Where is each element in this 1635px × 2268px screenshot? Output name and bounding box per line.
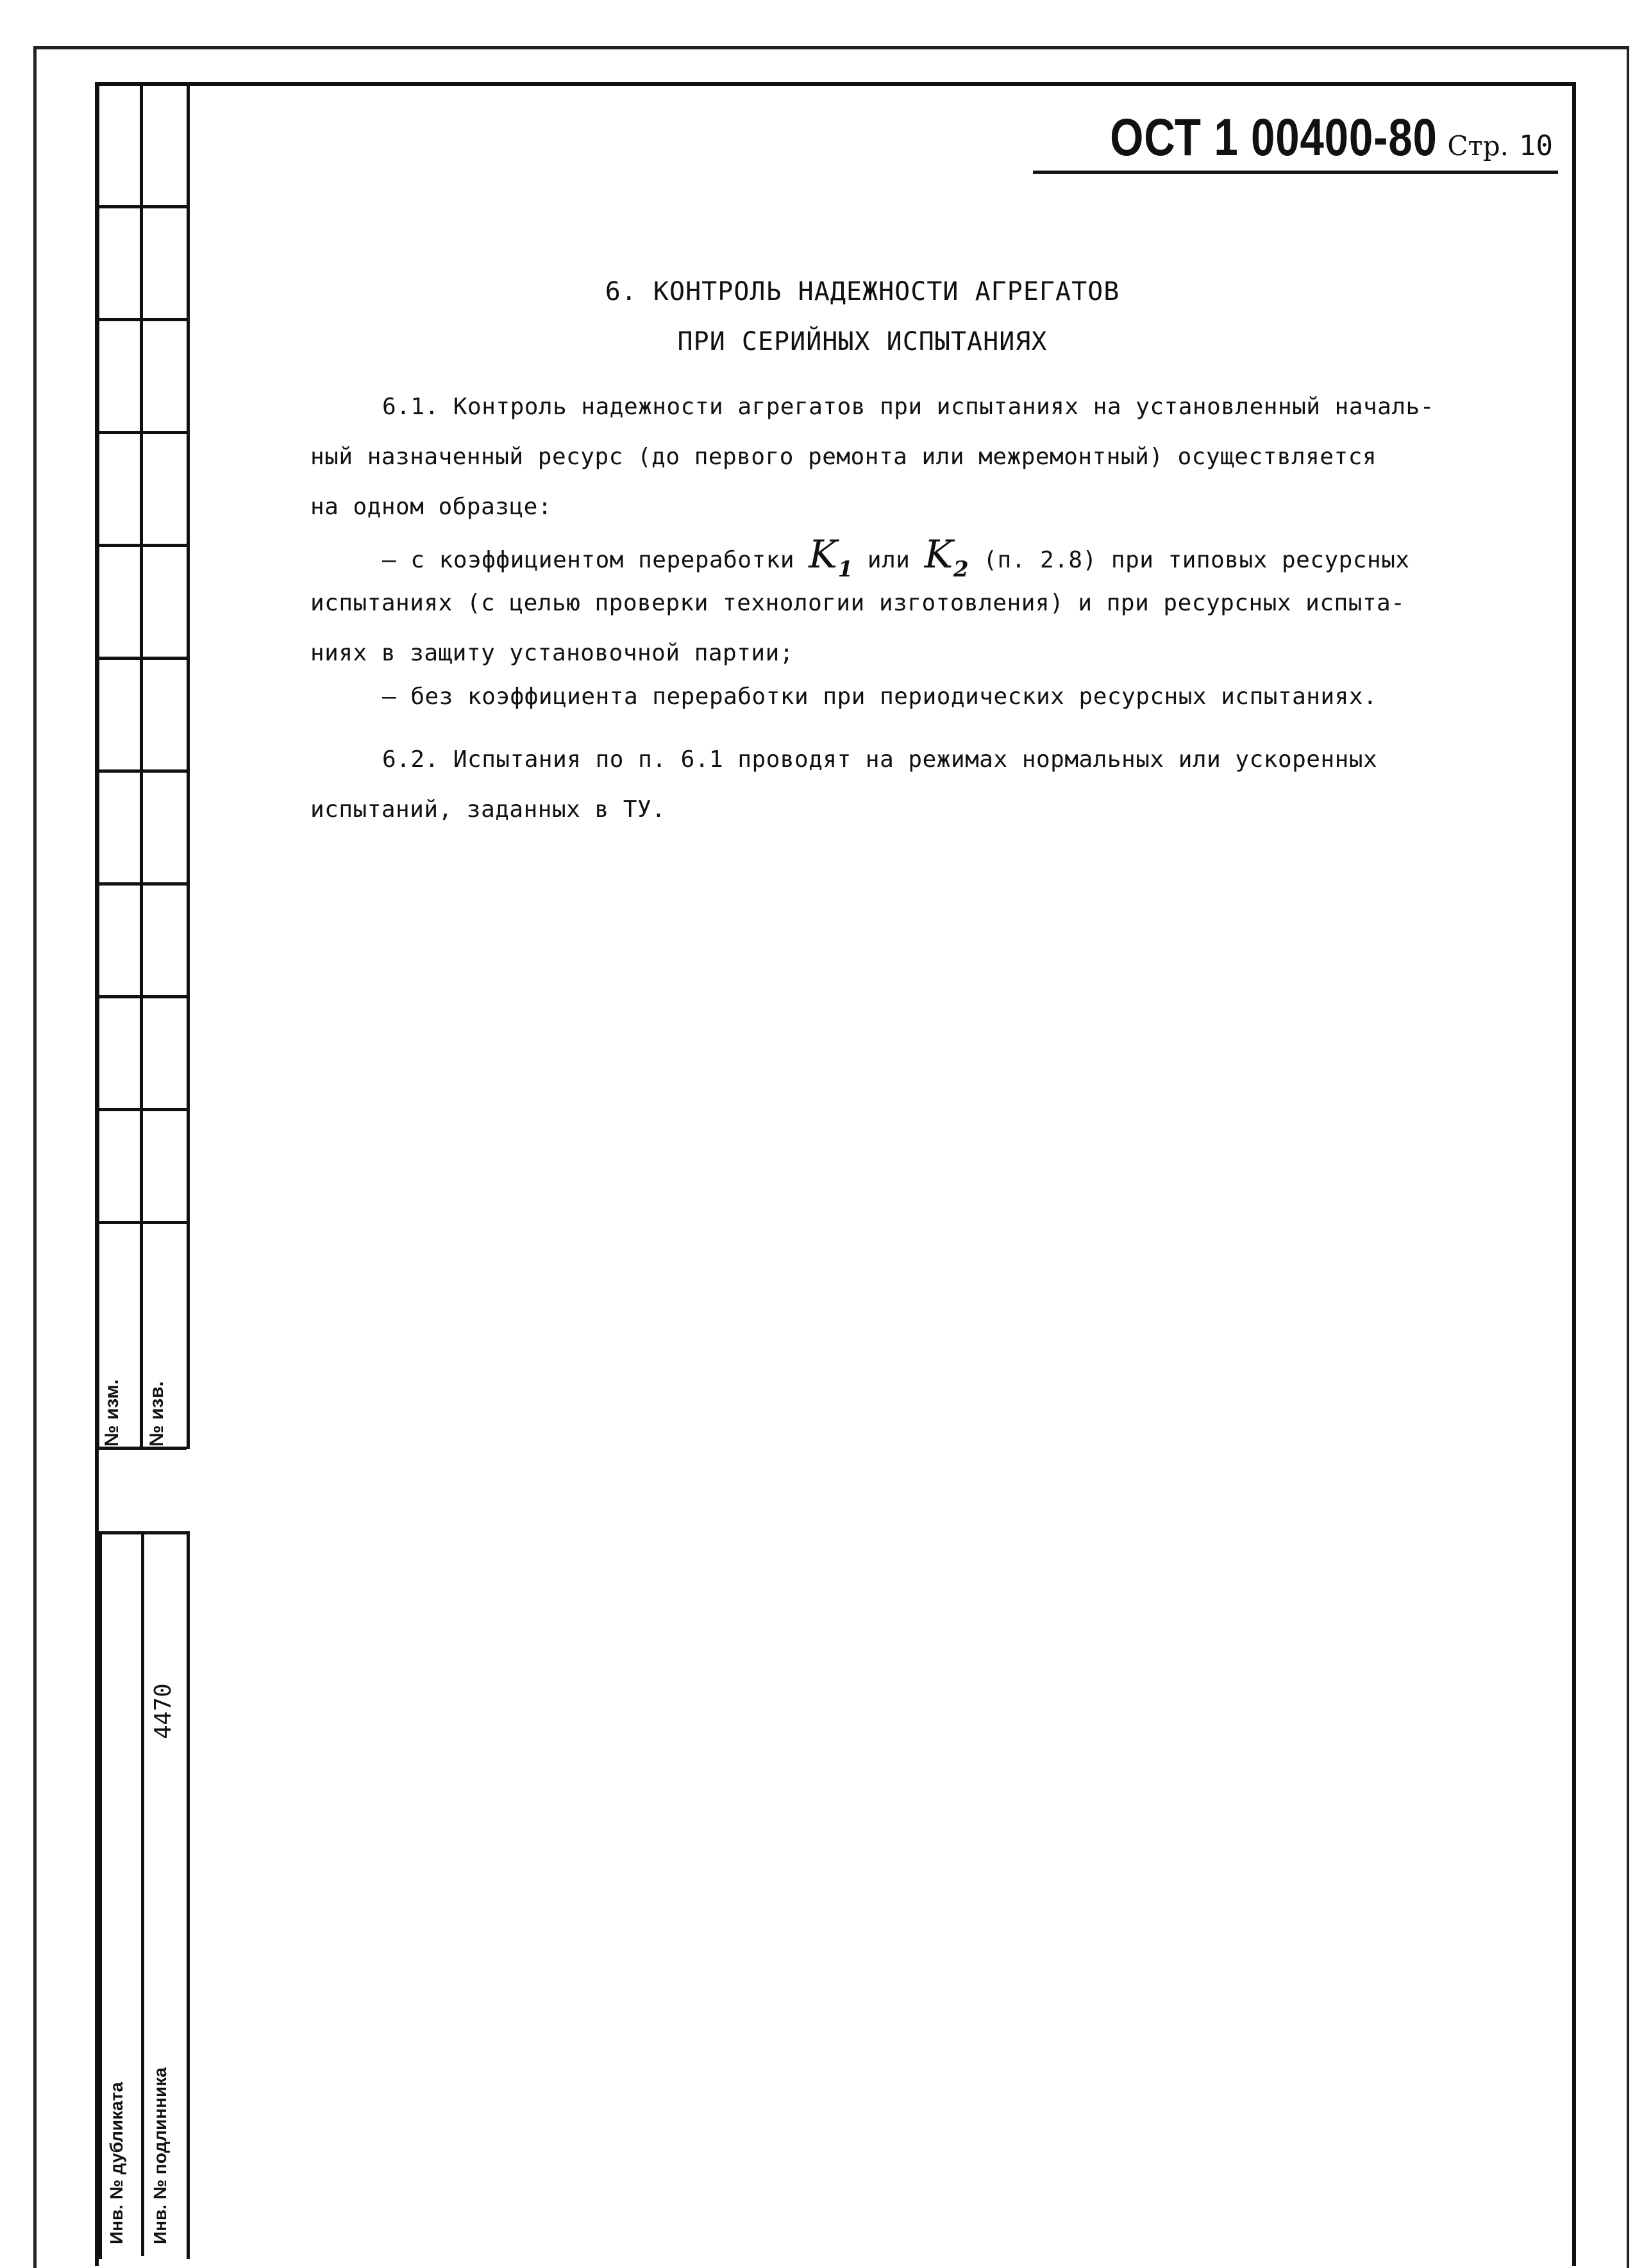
margin-grid-line — [96, 882, 187, 886]
label-inv-dublikata: Инв. № дубликата — [106, 2082, 126, 2244]
margin-grid-line — [96, 1447, 187, 1450]
label-izm-b: № изв. — [146, 1381, 167, 1447]
paragraph-6-2-line2: испытаний, заданных в ТУ. — [310, 796, 666, 823]
margin-grid-line — [96, 1108, 187, 1111]
list-item-1-line3: ниях в защиту установочной партии; — [310, 640, 794, 666]
section-title-line1: 6. КОНТРОЛЬ НАДЕЖНОСТИ АГРЕГАТОВ — [605, 277, 1120, 307]
coefficient-k2: $K_2$ — [924, 532, 969, 582]
list-item-2: – без коэффициента переработки при периодических ресурсных испытаниях. — [382, 684, 1378, 710]
margin-grid-line — [96, 431, 187, 434]
list-item-1-line2: испытаниях (с целью проверки технологии изготовления) и при ресурсных испыта- — [310, 590, 1405, 616]
page-number: 10 — [1519, 130, 1553, 162]
margin-grid-line — [96, 205, 187, 208]
document-code: ОСТ 1 00400-80 — [1109, 108, 1438, 167]
margin-column-right — [140, 86, 190, 1449]
inventory-number: 4470 — [150, 1683, 176, 1739]
margin-column-left — [96, 86, 143, 1449]
paragraph-6-1-line1: 6.1. Контроль надежности агрегатов при испытаниях на установленный началь- — [382, 394, 1434, 420]
margin-grid-line — [96, 1221, 187, 1224]
margin-grid-line — [96, 657, 187, 660]
paragraph-6-1-line2: ный назначенный ресурс (до первого ремонта или межремонтный) осуществляется — [310, 444, 1377, 470]
inventory-box-divider — [141, 1531, 144, 2256]
item1-prefix: – с коэффициентом переработки — [382, 547, 795, 573]
document-header — [1033, 108, 1558, 174]
section-title-line2: ПРИ СЕРИЙНЫХ ИСПЫТАНИЯХ — [677, 327, 1048, 357]
margin-grid-line — [96, 318, 187, 321]
label-inv-podlinnika: Инв. № подлинника — [150, 2067, 170, 2244]
item1-or: или — [867, 547, 910, 573]
margin-grid-line — [96, 544, 187, 547]
list-item-1-line1 — [382, 532, 1410, 582]
paragraph-6-1-line3: на одном образце: — [310, 494, 552, 520]
margin-grid-line — [96, 995, 187, 998]
coefficient-k1: $K_1$ — [809, 532, 853, 582]
page-label: Стр. — [1447, 130, 1509, 162]
item1-suffix: (п. 2.8) при типовых ресурсных — [983, 547, 1410, 573]
label-izm-a: № изм. — [101, 1379, 122, 1447]
paragraph-6-2-line1: 6.2. Испытания по п. 6.1 проводят на режимах нормальных или ускоренных — [382, 746, 1378, 773]
margin-grid-line — [96, 769, 187, 773]
